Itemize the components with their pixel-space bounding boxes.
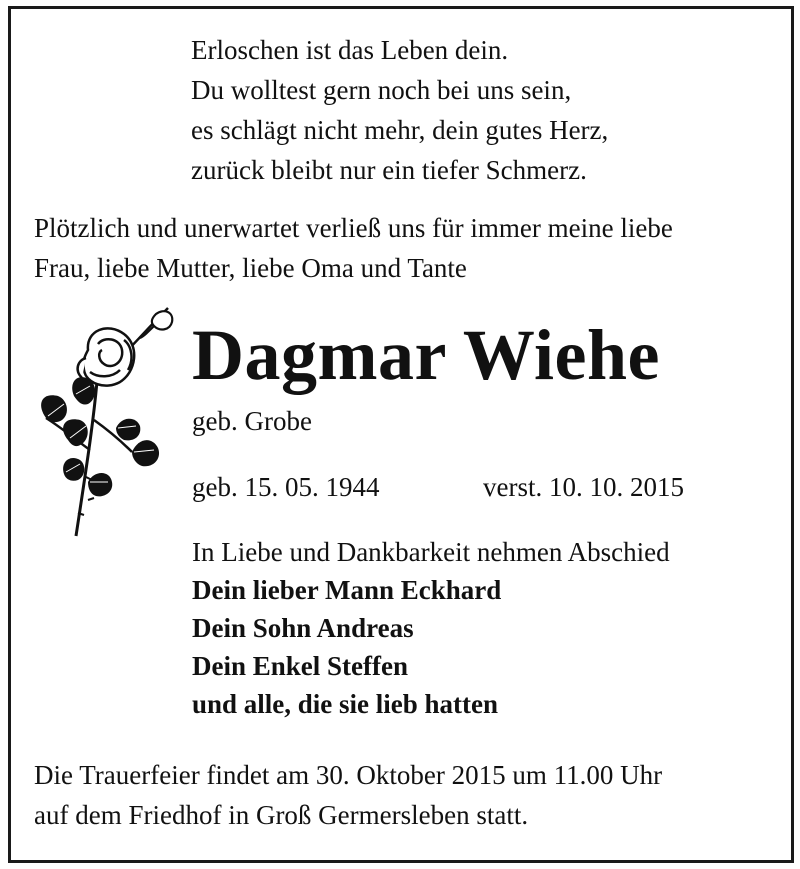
mourner-name: und alle, die sie lieb hatten xyxy=(192,689,499,719)
funeral-line: auf dem Friedhof in Groß Germersleben statt. xyxy=(34,800,529,830)
mourner-name: Dein Sohn Andreas xyxy=(192,613,414,643)
maiden-name: geb. Grobe xyxy=(192,406,312,436)
intro-line: Plötzlich und unerwartet verließ uns für immer meine liebe xyxy=(34,213,673,243)
funeral-notice xyxy=(34,755,774,835)
rose-icon xyxy=(28,300,188,540)
mourners-intro: In Liebe und Dankbarkeit nehmen Abschied xyxy=(192,537,670,567)
poem xyxy=(191,30,608,190)
announcement-intro xyxy=(34,208,774,288)
poem-line: Du wolltest gern noch bei uns sein, xyxy=(191,75,572,105)
poem-line: zurück bleibt nur ein tiefer Schmerz. xyxy=(191,155,587,185)
mourner-name: Dein Enkel Steffen xyxy=(192,651,408,681)
death-date: verst. 10. 10. 2015 xyxy=(483,472,684,502)
funeral-line: Die Trauerfeier findet am 30. Oktober 2015 um 11.00 Uhr xyxy=(34,760,663,790)
intro-line: Frau, liebe Mutter, liebe Oma und Tante xyxy=(34,253,467,283)
poem-line: es schlägt nicht mehr, dein gutes Herz, xyxy=(191,115,609,145)
poem-line: Erloschen ist das Leben dein. xyxy=(191,35,509,65)
mourner-name: Dein lieber Mann Eckhard xyxy=(192,575,502,605)
mourners-block xyxy=(192,533,670,723)
birth-date: geb. 15. 05. 1944 xyxy=(192,472,380,502)
deceased-name: Dagmar Wiehe xyxy=(192,315,660,395)
